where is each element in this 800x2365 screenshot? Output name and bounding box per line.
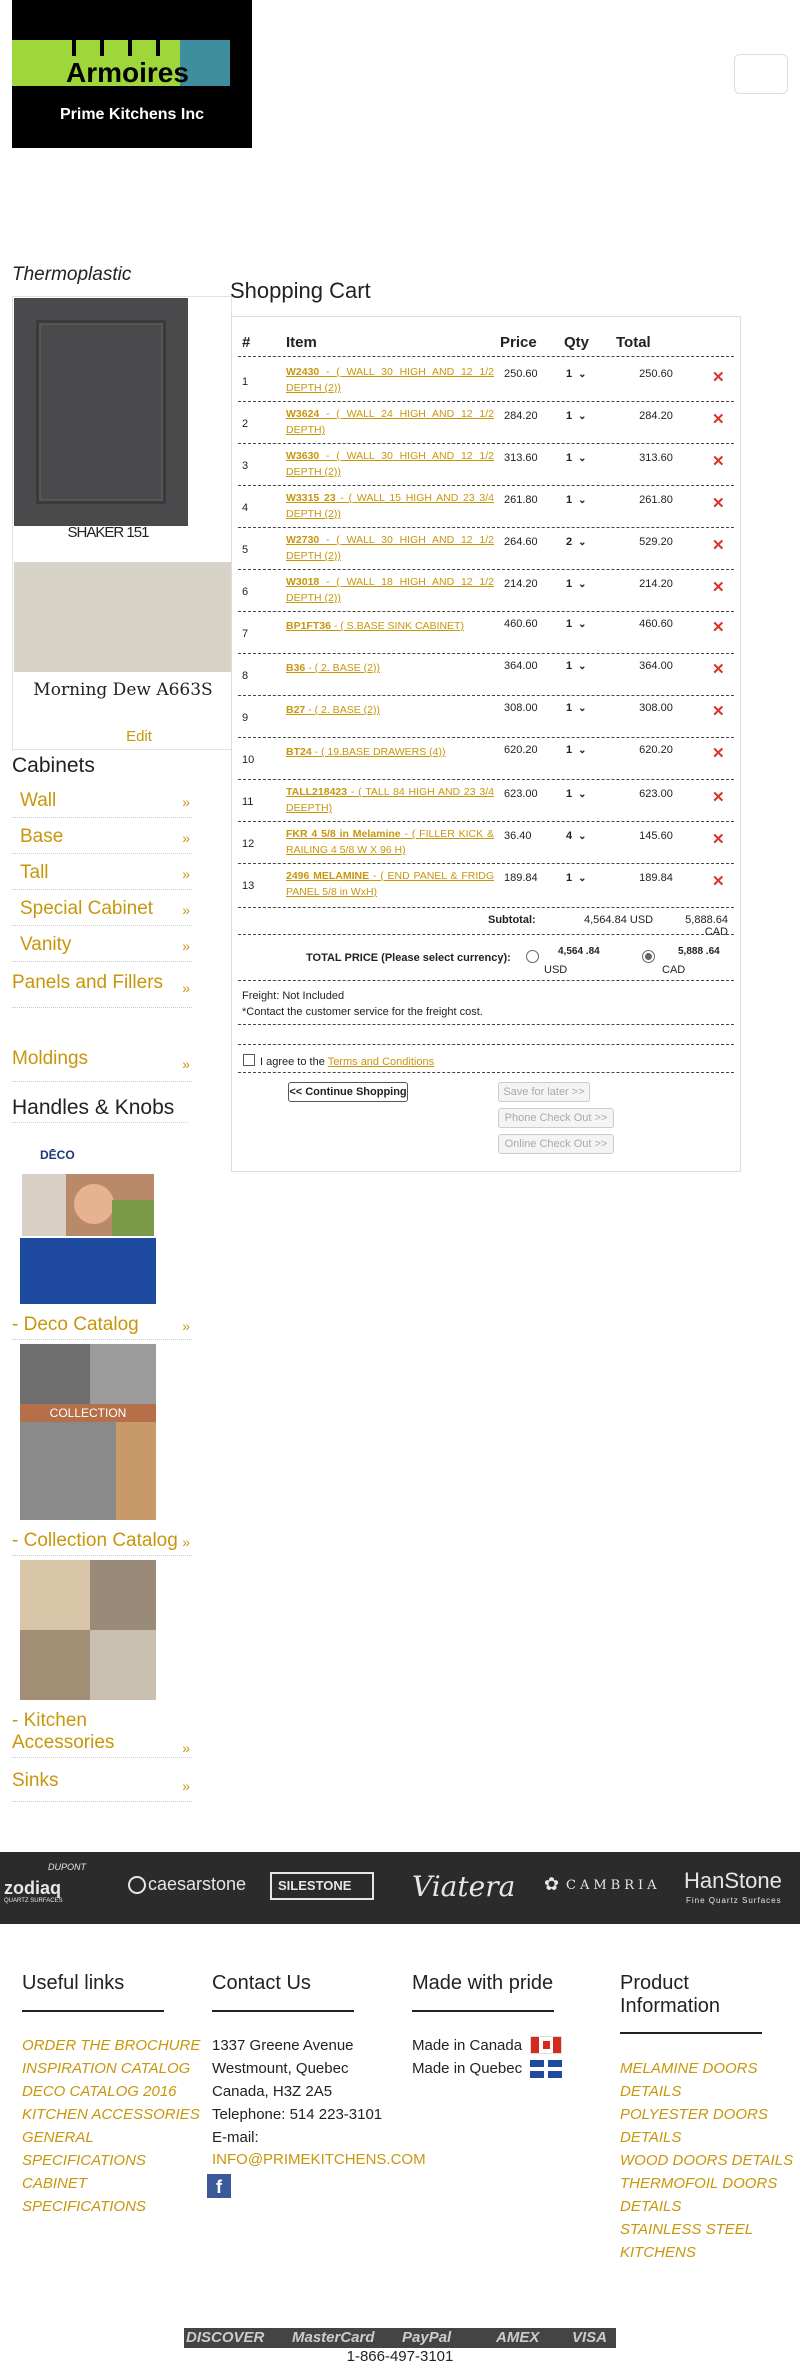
category-wall[interactable]: Wall »	[12, 782, 192, 818]
row-number: 9	[242, 712, 249, 724]
qty-select[interactable]: 1 ⌄	[566, 618, 587, 630]
contact-line: Canada, H3Z 2A5	[212, 2083, 333, 2100]
hanstone-logo: HanStone	[684, 1868, 782, 1893]
table-row	[238, 528, 734, 570]
qty-select[interactable]: 4 ⌄	[566, 830, 587, 842]
item-price: 313.60	[504, 452, 538, 464]
row-number: 13	[242, 880, 255, 892]
chevron-icon: »	[182, 1740, 190, 1756]
chevron-icon: »	[182, 938, 190, 954]
item-price: 308.00	[504, 702, 538, 714]
chevron-icon: »	[182, 1318, 190, 1334]
contact-line: Telephone: 514 223-3101	[212, 2106, 383, 2123]
item-link[interactable]: 2496 MELAMINE - ( END PANEL & FRIDG PANEL 5/8 in WxH)	[286, 870, 494, 898]
item-total: 623.00	[639, 788, 673, 800]
table-row	[238, 696, 734, 738]
qty-select[interactable]: 1 ⌄	[566, 452, 587, 464]
footer-link[interactable]: ORDER THE BROCHURE	[22, 2037, 201, 2054]
made-in-quebec: Made in Quebec	[412, 2060, 523, 2077]
footer-link[interactable]: INSPIRATION CATALOG	[22, 2060, 191, 2077]
useful-links-title: Useful links	[22, 1972, 125, 1994]
row-number: 12	[242, 838, 255, 850]
divider	[22, 2010, 164, 2012]
remove-icon[interactable]: ✕	[712, 789, 725, 806]
caesarstone-logo: caesarstone	[148, 1874, 247, 1894]
contact-line: E-mail:	[212, 2129, 259, 2146]
item-link[interactable]: BT24 - ( 19.BASE DRAWERS (4))	[286, 746, 446, 758]
discover-icon: DISCOVER	[186, 2329, 265, 2346]
chevron-down-icon: ⌄	[578, 703, 587, 714]
item-total: 620.20	[639, 744, 673, 756]
footer-link[interactable]: DECO CATALOG 2016	[22, 2083, 177, 2100]
chevron-down-icon: ⌄	[578, 411, 587, 422]
category-special-cabinet[interactable]: Special Cabinet »	[12, 890, 192, 926]
item-total: 145.60	[639, 830, 673, 842]
site-logo[interactable]	[12, 0, 252, 148]
cad-value: 5,888 .64	[678, 946, 720, 957]
item-total: 364.00	[639, 660, 673, 672]
item-total: 529.20	[639, 536, 673, 548]
footer-link[interactable]: DETAILS	[620, 2129, 682, 2146]
partner-brands-bar	[0, 1852, 800, 1924]
edit-link[interactable]: Edit	[126, 728, 152, 745]
quebec-flag-icon	[530, 2060, 562, 2078]
table-row	[238, 444, 734, 486]
cad-label: CAD	[662, 964, 686, 976]
made-with-pride-title: Made with pride	[412, 1972, 554, 1994]
row-number: 6	[242, 586, 249, 598]
payment-methods	[184, 2328, 616, 2348]
canada-flag-icon	[530, 2036, 562, 2054]
cambria-logo: CAMBRIA	[566, 1878, 661, 1893]
row-number: 8	[242, 670, 249, 682]
divider	[238, 1044, 734, 1045]
cambria-icon: ✿	[544, 1874, 560, 1895]
paypal-icon: PayPal	[402, 2329, 452, 2346]
item-link[interactable]: W3018 - ( WALL 18 HIGH AND 12 1/2 DEPTH (2))	[286, 576, 494, 604]
item-link[interactable]: TALL218423 - ( TALL 84 HIGH AND 23 3/4 DEEPTH)	[286, 786, 494, 814]
category-tall[interactable]: Tall »	[12, 854, 192, 890]
qty-select[interactable]: 1 ⌄	[566, 578, 587, 590]
terms-link[interactable]: Terms and Conditions	[327, 1056, 435, 1068]
footer-link[interactable]: WOOD DOORS DETAILS	[620, 2152, 794, 2169]
qty-select[interactable]: 2 ⌄	[566, 536, 587, 548]
qty-select[interactable]: 1 ⌄	[566, 872, 587, 884]
divider	[238, 1024, 734, 1025]
zodiaq-sub: QUARTZ SURFACES	[4, 1898, 63, 1904]
item-total: 189.84	[639, 872, 673, 884]
logo-brand: Armoires	[66, 57, 189, 88]
remove-icon[interactable]: ✕	[712, 537, 725, 554]
category-moldings[interactable]: Moldings »	[12, 1040, 192, 1082]
phone-checkout-button[interactable]: Phone Check Out >>	[498, 1108, 614, 1128]
kitchen-accessories-link[interactable]: - Kitchen Accessories »	[12, 1702, 192, 1758]
chevron-down-icon: ⌄	[578, 789, 587, 800]
email-link[interactable]: INFO@PRIMEKITCHENS.COM	[212, 2151, 426, 2168]
item-price: 264.60	[504, 536, 538, 548]
item-price: 250.60	[504, 368, 538, 380]
table-row	[238, 738, 734, 780]
freight-note: *Contact the customer service for the freight cost.	[242, 1006, 483, 1018]
chevron-icon: »	[182, 980, 190, 996]
remove-icon[interactable]: ✕	[712, 495, 725, 512]
qty-select[interactable]: 1 ⌄	[566, 410, 587, 422]
contact-line: Westmount, Quebec	[212, 2060, 349, 2077]
remove-icon[interactable]: ✕	[712, 745, 725, 762]
save-for-later-button[interactable]: Save for later >>	[498, 1082, 590, 1102]
remove-icon[interactable]: ✕	[712, 703, 725, 720]
qty-select[interactable]: 1 ⌄	[566, 788, 587, 800]
viatera-logo: Viatera	[412, 1870, 516, 1903]
caesarstone-icon	[128, 1876, 146, 1894]
footer-link[interactable]: DETAILS	[620, 2083, 682, 2100]
item-total: 284.20	[639, 410, 673, 422]
collection-catalog-image[interactable]	[20, 1344, 156, 1520]
chevron-down-icon: ⌄	[578, 873, 587, 884]
zodiaq-logo: zodiaq	[4, 1878, 61, 1898]
item-price: 620.20	[504, 744, 538, 756]
table-row	[238, 822, 734, 864]
chevron-down-icon: ⌄	[578, 831, 587, 842]
remove-icon[interactable]: ✕	[712, 369, 725, 386]
door-name: SHAKER 151	[67, 524, 149, 541]
dupont-logo: DUPONT	[48, 1862, 86, 1872]
cad-radio[interactable]	[642, 950, 655, 963]
category-vanity[interactable]: Vanity »	[12, 926, 192, 962]
chevron-down-icon: ⌄	[578, 537, 587, 548]
row-number: 10	[242, 754, 255, 766]
chevron-down-icon: ⌄	[578, 745, 587, 756]
footer-link[interactable]: GENERAL	[22, 2129, 94, 2146]
chevron-down-icon: ⌄	[578, 619, 587, 630]
table-row	[238, 780, 734, 822]
item-total: 313.60	[639, 452, 673, 464]
contact-title: Contact Us	[212, 1972, 311, 1994]
item-total: 308.00	[639, 702, 673, 714]
table-row	[238, 654, 734, 696]
subtotal-label: Subtotal:	[488, 914, 536, 926]
item-total: 214.20	[639, 578, 673, 590]
collection-logo: COLLECTION	[20, 1404, 156, 1422]
table-row	[238, 486, 734, 528]
item-price: 623.00	[504, 788, 538, 800]
remove-icon[interactable]: ✕	[712, 661, 725, 678]
footer-link[interactable]: DETAILS	[620, 2198, 682, 2215]
table-row	[238, 570, 734, 612]
divider	[412, 2010, 554, 2012]
col-total: Total	[616, 334, 651, 351]
item-link[interactable]: B36 - ( 2. BASE (2))	[286, 662, 380, 674]
footer-link[interactable]: SPECIFICATIONS	[22, 2198, 146, 2215]
item-link[interactable]: W2430 - ( WALL 30 HIGH AND 12 1/2 DEPTH (2))	[286, 366, 494, 394]
row-number: 3	[242, 460, 249, 472]
chevron-down-icon: ⌄	[578, 453, 587, 464]
facebook-icon[interactable]: f	[207, 2174, 231, 2198]
total-label: TOTAL PRICE (Please select currency):	[306, 952, 511, 964]
color-name: Morning Dew A663S	[33, 680, 213, 700]
table-row	[238, 612, 734, 654]
divider	[620, 2032, 762, 2034]
header-divider	[238, 356, 734, 357]
subtotal-cad: 5,888.64 CAD	[685, 914, 728, 938]
row-number: 1	[242, 376, 249, 388]
made-in-canada: Made in Canada	[412, 2037, 523, 2054]
qty-select[interactable]: 1 ⌄	[566, 702, 587, 714]
deco-catalog-link[interactable]: - Deco Catalog »	[12, 1306, 192, 1340]
item-price: 36.40	[504, 830, 532, 842]
usd-value: 4,564 .84	[558, 946, 600, 957]
cabinets-title: Cabinets	[12, 754, 95, 777]
footer-link[interactable]: KITCHEN ACCESSORIES	[22, 2106, 200, 2123]
item-price: 364.00	[504, 660, 538, 672]
hanstone-sub: Fine Quartz Surfaces	[686, 1896, 782, 1905]
chevron-down-icon: ⌄	[578, 661, 587, 672]
deco-logo: DĒCO	[40, 1148, 75, 1162]
qty-select[interactable]: 1 ⌄	[566, 494, 587, 506]
remove-icon[interactable]: ✕	[712, 873, 725, 890]
cart-title: Shopping Cart	[230, 278, 371, 303]
subtotal-usd: 4,564.84 USD	[584, 914, 654, 926]
item-total: 460.60	[639, 618, 673, 630]
product-info-title: Product Information	[620, 1972, 721, 2017]
terms-line: I agree to the Terms and Conditions	[260, 1056, 435, 1068]
table-row	[238, 864, 734, 908]
silestone-logo: SILESTONE	[278, 1878, 352, 1893]
contact-line: 1337 Greene Avenue	[212, 2037, 354, 2054]
row-number: 5	[242, 544, 249, 556]
menu-toggle-button[interactable]	[734, 54, 788, 94]
usd-radio[interactable]	[526, 950, 539, 963]
item-link[interactable]: B27 - ( 2. BASE (2))	[286, 704, 380, 716]
item-link[interactable]: W3624 - ( WALL 24 HIGH AND 12 1/2 DEPTH)	[286, 408, 494, 436]
kitchen-accessories-image[interactable]	[20, 1560, 156, 1700]
divider	[238, 980, 734, 981]
footer-link[interactable]: POLYESTER DOORS	[620, 2106, 768, 2123]
terms-checkbox[interactable]	[243, 1054, 255, 1066]
divider	[238, 1072, 734, 1073]
logo-company: Prime Kitchens Inc	[59, 106, 205, 123]
remove-icon[interactable]: ✕	[712, 411, 725, 428]
footer-link[interactable]: KITCHENS	[620, 2244, 696, 2261]
item-total: 250.60	[639, 368, 673, 380]
material-title: Thermoplastic	[12, 264, 132, 285]
color-swatch	[14, 562, 232, 672]
chevron-down-icon: ⌄	[578, 369, 587, 380]
handles-title: Handles & Knobs	[12, 1096, 175, 1119]
col-price: Price	[500, 334, 537, 351]
online-checkout-button[interactable]: Online Check Out >>	[498, 1134, 614, 1154]
category-sinks[interactable]: Sinks »	[12, 1762, 192, 1802]
divider	[12, 1122, 188, 1123]
mastercard-icon: MasterCard	[292, 2329, 375, 2346]
visa-icon: VISA	[572, 2329, 608, 2346]
item-total: 261.80	[639, 494, 673, 506]
item-price: 214.20	[504, 578, 538, 590]
chevron-icon: »	[182, 794, 190, 810]
chevron-icon: »	[182, 1534, 190, 1550]
item-price: 261.80	[504, 494, 538, 506]
qty-select[interactable]: 1 ⌄	[566, 660, 587, 672]
footer-phone: 1-866-497-3101	[346, 2348, 454, 2365]
table-row	[238, 360, 734, 402]
item-link[interactable]: W2730 - ( WALL 30 HIGH AND 12 1/2 DEPTH (2))	[286, 534, 494, 562]
row-number: 4	[242, 502, 249, 514]
item-link[interactable]: W3630 - ( WALL 30 HIGH AND 12 1/2 DEPTH (2))	[286, 450, 494, 478]
chevron-down-icon: ⌄	[578, 495, 587, 506]
row-number: 11	[242, 796, 254, 808]
row-number: 2	[242, 418, 249, 430]
usd-label: USD	[544, 964, 568, 976]
qty-select[interactable]: 1 ⌄	[566, 368, 587, 380]
item-link[interactable]: BP1FT36 - ( S.BASE SINK CABINET)	[286, 620, 464, 632]
col-item: Item	[286, 334, 317, 351]
item-price: 460.60	[504, 618, 538, 630]
amex-icon: AMEX	[496, 2329, 540, 2346]
category-base[interactable]: Base »	[12, 818, 192, 854]
row-number: 7	[242, 628, 249, 640]
chevron-icon: »	[182, 902, 190, 918]
footer-link[interactable]: CABINET	[22, 2175, 88, 2192]
footer-link[interactable]: STAINLESS STEEL	[620, 2221, 754, 2238]
door-image	[14, 298, 188, 526]
item-price: 284.20	[504, 410, 538, 422]
item-link[interactable]: W3315 23 - ( WALL 15 HIGH AND 23 3/4 DEPTH (2))	[286, 492, 494, 520]
chevron-icon: »	[182, 830, 190, 846]
freight-text: Freight: Not Included	[242, 990, 345, 1002]
chevron-icon: »	[182, 1778, 190, 1794]
item-link[interactable]: FKR 4 5/8 in Melamine - ( FILLER KICK & RAILING 4 5/8 W X 96 H)	[286, 828, 494, 856]
remove-icon[interactable]: ✕	[712, 453, 725, 470]
deco-catalog-image[interactable]	[20, 1136, 156, 1304]
item-price: 189.84	[504, 872, 538, 884]
footer-link[interactable]: SPECIFICATIONS	[22, 2152, 146, 2169]
col-num: #	[242, 334, 251, 351]
category-panels-fillers[interactable]: Panels and Fillers »	[12, 964, 192, 1008]
table-row	[238, 402, 734, 444]
remove-icon[interactable]: ✕	[712, 579, 725, 596]
remove-icon[interactable]: ✕	[712, 831, 725, 848]
divider	[212, 2010, 354, 2012]
chevron-down-icon: ⌄	[578, 579, 587, 590]
chevron-icon: »	[182, 1056, 190, 1072]
footer-link[interactable]: MELAMINE DOORS	[620, 2060, 758, 2077]
divider	[238, 934, 734, 935]
collection-catalog-link[interactable]: - Collection Catalog »	[12, 1522, 192, 1556]
continue-shopping-button[interactable]: << Continue Shopping	[288, 1082, 408, 1102]
qty-select[interactable]: 1 ⌄	[566, 744, 587, 756]
footer-link[interactable]: THERMOFOIL DOORS	[620, 2175, 778, 2192]
remove-icon[interactable]: ✕	[712, 619, 725, 636]
chevron-icon: »	[182, 866, 190, 882]
col-qty: Qty	[564, 334, 590, 351]
